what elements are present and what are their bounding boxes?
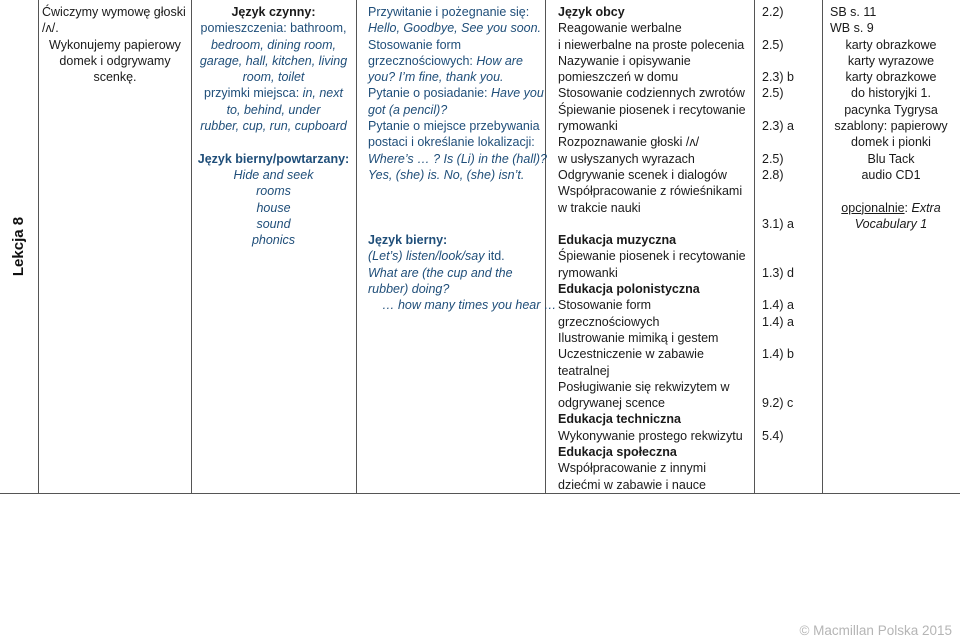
row-divider <box>0 493 960 494</box>
lesson-label-cell <box>0 0 38 493</box>
polite-label: Stosowanie form <box>368 37 462 52</box>
curriculum-code: 2.2) <box>762 5 784 19</box>
curriculum-code: 3.1) a <box>762 216 794 231</box>
passive-language-heading: Język bierny/powtarzany: <box>197 151 350 166</box>
material-item: pacynka Tygrysa <box>844 102 938 117</box>
foreign-language-heading: Język obcy <box>558 5 625 19</box>
vocab-line: rubber, cup, run, cupboard <box>200 119 347 134</box>
passive-item: sound <box>256 216 291 231</box>
column-divider <box>545 0 546 493</box>
structures-cell <box>368 4 557 314</box>
possession-value: Have you <box>487 86 544 101</box>
rooms-text: pomieszczenia: bathroom, <box>200 21 347 36</box>
curriculum-code: 2.5) <box>762 151 784 166</box>
spacer <box>762 200 820 216</box>
skill-line: w usłyszanych wyrazach <box>558 151 695 166</box>
curriculum-code: 2.8) <box>762 167 784 182</box>
prepositions-label: przyimki miejsca: <box>204 86 300 101</box>
spacer <box>762 379 820 395</box>
curriculum-code: 1.4) a <box>762 298 794 313</box>
curriculum-code: 1.4) a <box>762 314 794 329</box>
column-divider <box>754 0 755 493</box>
location-label: Pytanie o miejsce przebywania <box>368 119 540 134</box>
materials-cell <box>824 4 958 232</box>
curriculum-code: 9.2) c <box>762 396 794 411</box>
material-item: SB s. 11 <box>830 5 877 19</box>
material-item: karty obrazkowe <box>845 70 937 85</box>
material-item: Blu Tack <box>867 151 915 166</box>
spacer <box>762 363 820 379</box>
skill-line: Rozpoznawanie głoski /ʌ/ <box>558 135 700 150</box>
skill-line: Współpracowanie z innymi <box>558 461 706 476</box>
passive-structure-line <box>368 248 544 264</box>
optional-line <box>824 200 958 216</box>
copyright-footer: © Macmillan Polska 2015 <box>799 623 952 638</box>
optional-value: Vocabulary 1 <box>854 216 928 231</box>
column-divider <box>356 0 357 493</box>
material-item: karty wyrazowe <box>847 53 935 68</box>
skill-line: Śpiewanie piosenek i recytowanie <box>558 249 746 264</box>
material-item: karty obrazkowe <box>845 37 937 52</box>
passive-structure-etc: itd. <box>484 249 505 264</box>
skill-line: Stosowanie codziennych zwrotów <box>558 86 745 101</box>
activity-cell <box>42 4 188 85</box>
skill-line: Ilustrowanie mimiką i gestem <box>558 330 719 345</box>
passive-item: rooms <box>256 184 291 199</box>
spacer <box>762 232 820 248</box>
spacer <box>762 411 820 427</box>
greeting-label: Przywitanie i pożegnanie się: <box>368 5 530 19</box>
prepositions-value: in, next <box>299 86 343 101</box>
skill-line: Uczestniczenie w zabawie <box>558 347 704 362</box>
location-value: Where’s … ? Is (Li) in the (hall)? <box>368 151 547 166</box>
optional-value: Extra <box>911 200 941 215</box>
passive-structures-heading: Język bierny: <box>368 233 448 248</box>
lesson-label: Lekcja 8 <box>10 216 28 277</box>
possession-label: Pytanie o posiadanie: <box>368 86 488 101</box>
possession-value: got (a pencil)? <box>368 102 448 117</box>
skill-line: Wykonywanie prostego rekwizytu <box>558 428 743 443</box>
skill-line: dziećmi w zabawie i nauce <box>558 477 706 492</box>
column-divider <box>822 0 823 493</box>
rooms-line: bedroom, dining room, <box>210 37 337 52</box>
spacer <box>762 281 820 297</box>
skill-line: Śpiewanie piosenek i recytowanie <box>558 102 746 117</box>
polite-value: How are <box>472 53 523 68</box>
rooms-line: room, toilet <box>242 70 305 85</box>
skill-line: grzecznościowych <box>558 314 660 329</box>
spacer <box>558 216 752 232</box>
passive-item: Hide and seek <box>233 167 314 182</box>
vocabulary-cell <box>193 4 354 248</box>
location-value: Yes, (she) is. No, (she) isn’t. <box>368 167 525 182</box>
location-label: postaci i określanie lokalizacji: <box>368 135 535 150</box>
activity-line: /ʌ/. <box>42 21 59 36</box>
active-language-heading: Język czynny: <box>231 5 316 19</box>
curriculum-code: 2.3) b <box>762 70 794 85</box>
passive-item: house <box>256 200 291 215</box>
material-item: do historyjki 1. <box>851 86 931 101</box>
skill-line: w trakcie nauki <box>558 200 641 215</box>
activity-line: domek i odgrywamy <box>59 53 171 68</box>
social-education-heading: Edukacja społeczna <box>558 445 677 460</box>
passive-structure-line: What are (the cup and the <box>368 265 513 280</box>
prepositions-line <box>193 85 354 101</box>
material-item: audio CD1 <box>861 167 921 182</box>
activity-line: Ćwiczymy wymowę głoski <box>42 5 186 19</box>
passive-structure-line: … how many times you hear … <box>382 298 557 313</box>
spacer <box>762 330 820 346</box>
polite-value: you? I’m fine, thank you. <box>368 70 504 85</box>
spacer <box>824 183 958 199</box>
curriculum-code: 2.5) <box>762 86 784 101</box>
spacer <box>762 20 820 36</box>
polite-label: grzecznościowych: <box>368 53 473 68</box>
skill-line: Reagowanie werbalne <box>558 21 682 36</box>
spacer <box>762 183 820 199</box>
spacer <box>762 53 820 69</box>
passive-structure-italic: (Let’s) listen/look/say <box>368 249 485 264</box>
spacer <box>193 134 354 150</box>
material-item: szablony: papierowy <box>834 119 948 134</box>
rooms-line <box>193 20 354 36</box>
spacer <box>368 183 544 199</box>
curriculum-code: 2.5) <box>762 37 784 52</box>
spacer <box>762 134 820 150</box>
prepositions-line: to, behind, under <box>226 102 321 117</box>
skill-line: i niewerbalne na proste polecenia <box>558 37 745 52</box>
spacer <box>368 200 544 216</box>
rooms-line: garage, hall, kitchen, living <box>199 53 348 68</box>
activity-line: Wykonujemy papierowy <box>49 37 181 52</box>
polite-line <box>368 53 544 69</box>
passive-structure-line: rubber) doing? <box>368 282 450 297</box>
music-education-heading: Edukacja muzyczna <box>558 233 677 248</box>
activity-line: scenkę. <box>93 70 137 85</box>
skill-line: Posługiwanie się rekwizytem w <box>558 379 730 394</box>
skill-line: Współpracowanie z rówieśnikami <box>558 184 743 199</box>
spacer <box>762 102 820 118</box>
skill-line: pomieszczeń w domu <box>558 70 679 85</box>
skill-line: odgrywanej scence <box>558 396 666 411</box>
technical-education-heading: Edukacja techniczna <box>558 412 681 427</box>
skill-line: rymowanki <box>558 119 618 134</box>
skill-line: teatralnej <box>558 363 610 378</box>
passive-item: phonics <box>251 233 296 248</box>
skill-line: Nazywanie i opisywanie <box>558 53 691 68</box>
spacer <box>368 216 544 232</box>
curriculum-code: 2.3) a <box>762 119 794 134</box>
possession-line <box>368 85 544 101</box>
skill-line: Stosowanie form <box>558 298 652 313</box>
optional-label: opcjonalnie <box>841 200 905 215</box>
curriculum-code: 1.3) d <box>762 265 794 280</box>
curriculum-codes-cell <box>762 4 820 444</box>
spacer <box>762 248 820 264</box>
skills-cell <box>558 4 752 493</box>
curriculum-code: 1.4) b <box>762 347 794 362</box>
material-item: domek i pionki <box>851 135 931 150</box>
greeting-value: Hello, Goodbye, See you soon. <box>368 21 542 36</box>
skill-line: Odgrywanie scenek i dialogów <box>558 167 727 182</box>
column-divider <box>38 0 39 493</box>
material-item: WB s. 9 <box>830 21 874 36</box>
skill-line: rymowanki <box>558 265 618 280</box>
optional-separator: : <box>904 200 912 215</box>
curriculum-code: 5.4) <box>762 428 784 443</box>
polish-education-heading: Edukacja polonistyczna <box>558 282 700 297</box>
column-divider <box>191 0 192 493</box>
